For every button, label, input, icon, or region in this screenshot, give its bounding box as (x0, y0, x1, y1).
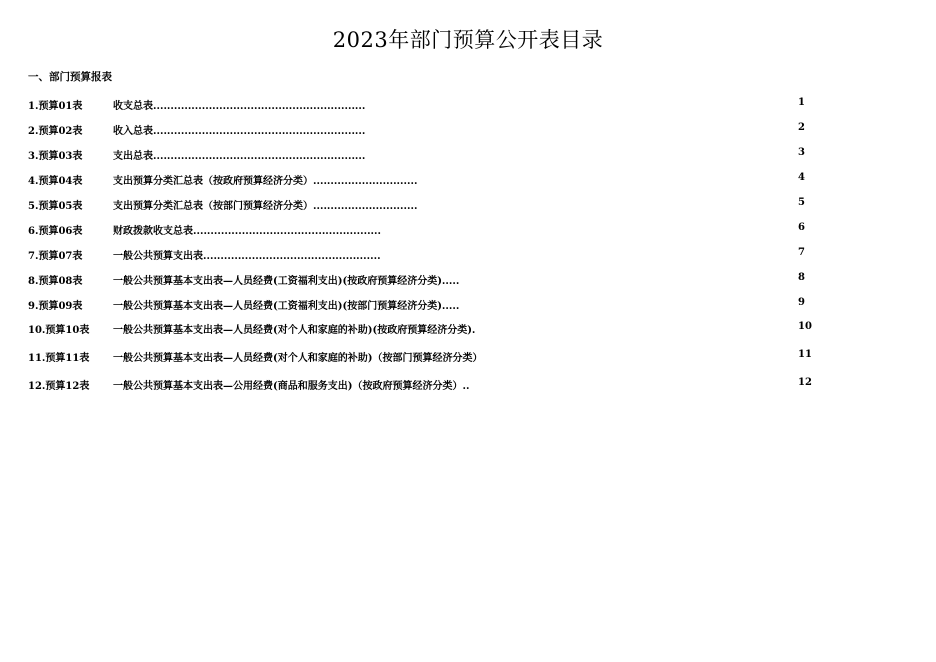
toc-code: 6.预算06表 (28, 226, 83, 237)
toc-page-number: 5 (798, 197, 805, 208)
toc-row-9 (0, 297, 936, 313)
toc-row-4 (0, 172, 936, 188)
toc-page-number: 11 (798, 349, 812, 360)
toc-name: 支出总表............................................................. (113, 151, 366, 162)
toc-code: 10.预算10表 (28, 325, 90, 336)
toc-row-2 (0, 122, 936, 138)
toc-code: 3.预算03表 (28, 151, 83, 162)
toc-name: 一般公共预算基本支出表—人员经费(对个人和家庭的补助)(按政府预算经济分类). (113, 325, 476, 336)
toc-name: 收入总表............................................................. (113, 126, 366, 137)
toc-name: 财政拨款收支总表...................................................... (113, 226, 381, 237)
toc-name: 一般公共预算支出表................................................... (113, 251, 381, 262)
toc-code: 12.预算12表 (28, 381, 90, 392)
toc-code: 5.预算05表 (28, 201, 83, 212)
toc-name: 收支总表............................................................. (113, 101, 366, 112)
toc-page-number: 7 (798, 247, 805, 258)
toc-code: 7.预算07表 (28, 251, 83, 262)
toc-page-number: 10 (798, 321, 812, 332)
toc-row-8 (0, 272, 936, 288)
section-heading: 一、部门预算报表 (28, 71, 112, 83)
toc-code: 2.预算02表 (28, 126, 83, 137)
toc-name: 支出预算分类汇总表（按政府预算经济分类）.............................. (113, 176, 418, 187)
toc-page-number: 9 (798, 297, 805, 308)
page-title: 2023年部门预算公开表目录 (332, 28, 604, 52)
toc-name: 一般公共预算基本支出表—人员经费(工资福利支出)(按政府预算经济分类)..... (113, 276, 460, 287)
toc-page-number: 8 (798, 272, 805, 283)
toc-page-number: 12 (798, 377, 812, 388)
toc-page-number: 2 (798, 122, 805, 133)
toc-name: 一般公共预算基本支出表—公用经费(商品和服务支出)（按政府预算经济分类）.. (113, 381, 470, 392)
toc-code: 1.预算01表 (28, 101, 83, 112)
toc-code: 11.预算11表 (28, 353, 90, 364)
toc-code: 8.预算08表 (28, 276, 83, 287)
toc-name: 支出预算分类汇总表（按部门预算经济分类）.............................. (113, 201, 418, 212)
toc-row-3 (0, 147, 936, 163)
toc-code: 9.预算09表 (28, 301, 83, 312)
toc-row-5 (0, 197, 936, 213)
toc-name: 一般公共预算基本支出表—人员经费(对个人和家庭的补助)（按部门预算经济分类） (113, 353, 483, 364)
toc-page-number: 1 (798, 97, 805, 108)
toc-name: 一般公共预算基本支出表—人员经费(工资福利支出)(按部门预算经济分类)..... (113, 301, 460, 312)
toc-page-number: 6 (798, 222, 805, 233)
toc-row-7 (0, 247, 936, 263)
toc-row-12 (0, 377, 936, 393)
toc-row-1 (0, 97, 936, 113)
toc-page-number: 3 (798, 147, 805, 158)
toc-page-number: 4 (798, 172, 805, 183)
toc-row-10 (0, 321, 936, 337)
toc-code: 4.预算04表 (28, 176, 83, 187)
toc-row-6 (0, 222, 936, 238)
toc-row-11 (0, 349, 936, 365)
